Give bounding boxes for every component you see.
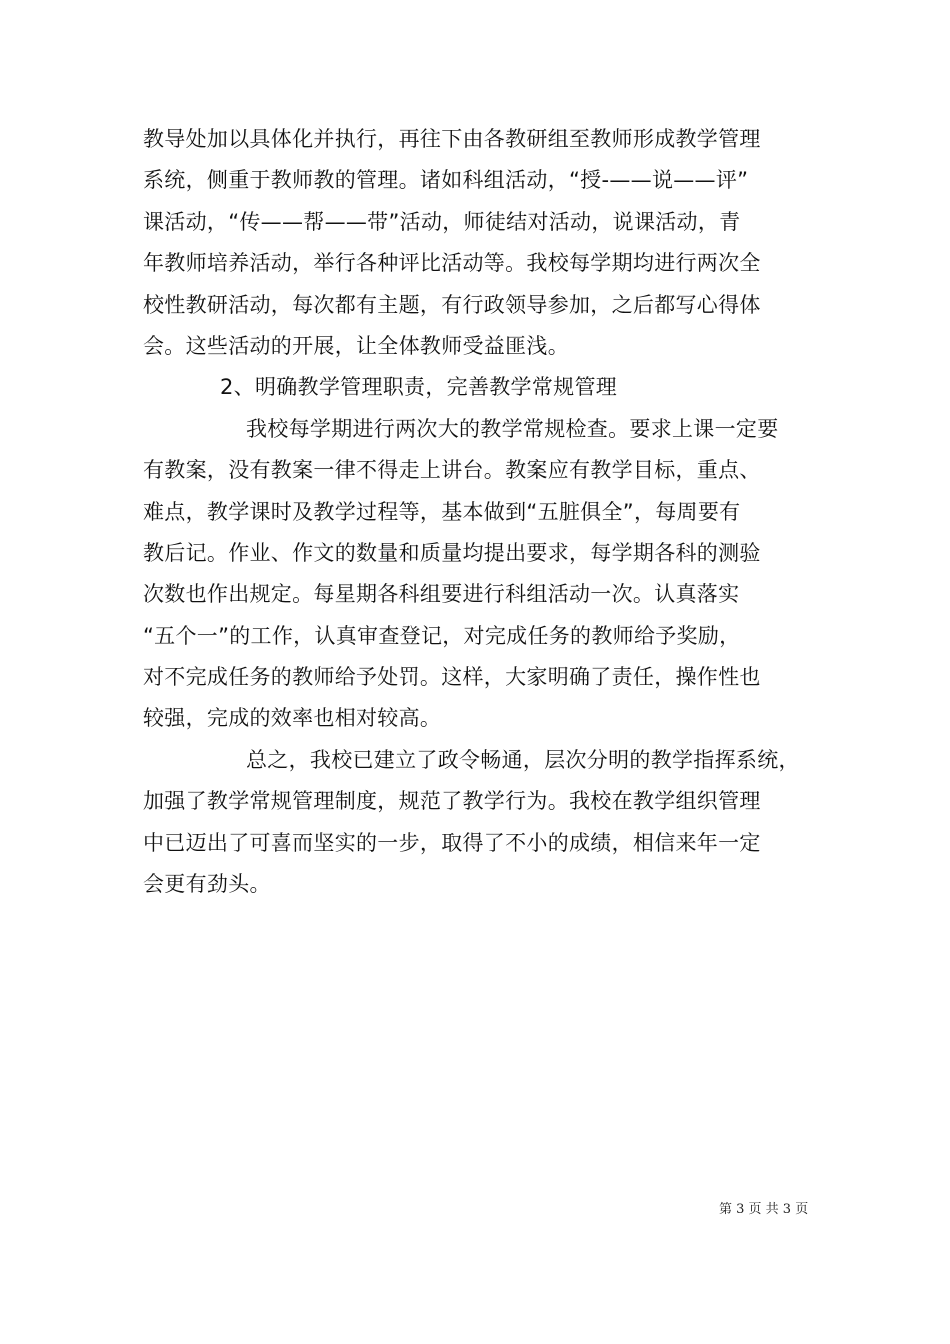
section-heading: 2、明确教学管理职责，完善教学常规管理	[220, 375, 618, 400]
text-line: 会。这些活动的开展，让全体教师受益匪浅。	[143, 333, 569, 358]
paragraph-first-line: 我校每学期进行两次大的教学常规检查。要求上课一定要	[246, 416, 779, 441]
paragraph-first-line: 总之，我校已建立了政令畅通，层次分明的教学指挥系统，	[246, 747, 800, 772]
text-line: 课活动，“传——帮——带”活动，师徒结对活动，说课活动，青	[143, 209, 741, 234]
text-line: 系统，侧重于教师教的管理。诸如科组活动，“授-——说——评”	[143, 168, 749, 193]
text-line: 年教师培养活动，举行各种评比活动等。我校每学期均进行两次全	[143, 251, 761, 276]
text-line: 对不完成任务的教师给予处罚。这样，大家明确了责任，操作性也	[143, 665, 761, 690]
text-line: 校性教研活动，每次都有主题，有行政领导参加，之后都写心得体	[143, 292, 761, 317]
text-line: 难点，教学课时及教学过程等，基本做到“五脏俱全”，每周要有	[143, 499, 741, 524]
text-line: 中已迈出了可喜而坚实的一步，取得了不小的成绩，相信来年一定	[143, 830, 761, 855]
text-line: 会更有劲头。	[143, 872, 271, 897]
text-line: 加强了教学常规管理制度，规范了教学行为。我校在教学组织管理	[143, 789, 761, 814]
text-line: 有教案，没有教案一律不得走上讲台。教案应有教学目标，重点、	[143, 458, 761, 483]
body-text	[143, 119, 811, 905]
text-line: “五个一”的工作，认真审查登记，对完成任务的教师给予奖励，	[143, 623, 741, 648]
text-line: 教导处加以具体化并执行，再往下由各教研组至教师形成教学管理	[143, 127, 761, 151]
page-number-footer: 第 3 页 共 3 页	[719, 1202, 809, 1217]
text-line: 次数也作出规定。每星期各科组要进行科组活动一次。认真落实	[143, 582, 740, 607]
text-line: 教后记。作业、作文的数量和质量均提出要求，每学期各科的测验	[143, 540, 761, 565]
text-line: 较强，完成的效率也相对较高。	[143, 706, 442, 731]
